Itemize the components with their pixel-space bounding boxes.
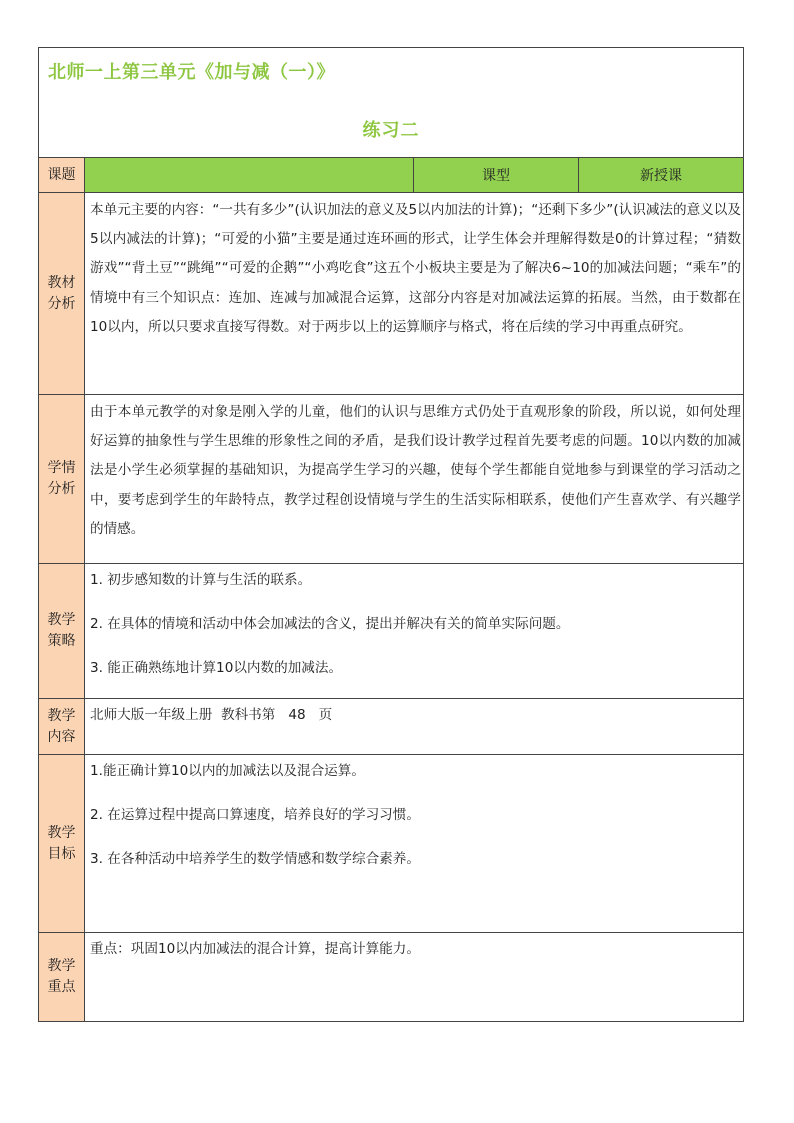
list-item: 1.能正确计算10以内的加减法以及混合运算。 (90, 763, 365, 779)
teaching-strategy-label (39, 564, 85, 699)
key-points-label (39, 933, 85, 1022)
label-line: 重点 (47, 979, 76, 995)
topic-label: 课题 (39, 158, 85, 193)
key-points-row (39, 933, 744, 1022)
textbook-analysis-row (39, 193, 744, 395)
teaching-strategy-list (85, 564, 744, 699)
label-line: 分析 (47, 481, 76, 497)
teaching-content-label (39, 699, 85, 755)
lesson-type-value: 新授课 (579, 158, 744, 193)
topic-row (39, 158, 744, 193)
title-row (39, 48, 744, 158)
textbook-analysis-content: 本单元主要的内容：“一共有多少”(认识加法的意义及5以内加法的计算)；“还剩下多少”(认识减法的意义以及5以内减法的计算)；“可爱的小猫”主要是通过连环画的形式，让学生体会并理解得数是0的计算过程；“猜数游戏”“背土豆”“跳绳”“可爱的企鹅”“小鸡吃食”这五个小板块主要是为了解决6~10的加减法问题；“乘车”的情境中有三个知识点：连加、连减与加减混合运算，这部分内容是对加减法运算的拓展。当然，由于数都在10以内，所以只要求直接写得数。对于两步以上的运算顺序与格式，将在后续的学习中再重点研究。 (85, 193, 744, 395)
label-line: 分析 (47, 295, 76, 312)
teaching-goals-row (39, 755, 744, 933)
label-line: 目标 (47, 845, 76, 862)
lesson-plan-table (38, 47, 744, 1022)
label-line: 内容 (47, 728, 76, 745)
list-item: 2. 在具体的情境和活动中体会加减法的含义，提出并解决有关的简单实际问题。 (90, 616, 570, 632)
label-line: 教学 (47, 824, 76, 841)
textbook-analysis-label (39, 193, 85, 395)
key-points-text: 重点：巩固10以内加减法的混合计算，提高计算能力。 (90, 941, 420, 957)
student-analysis-row (39, 395, 744, 564)
list-item: 3. 能正确熟练地计算10以内数的加减法。 (90, 660, 343, 676)
label-line: 教学 (47, 612, 76, 628)
teaching-goals-list (85, 755, 744, 933)
teaching-content-text: 北师大版一年级上册 教科书第 48 页 (90, 707, 333, 723)
teaching-content-row (39, 699, 744, 755)
list-item: 2. 在运算过程中提高口算速度，培养良好的学习习惯。 (90, 807, 420, 823)
topic-value (85, 158, 414, 193)
label-line: 策略 (47, 633, 76, 649)
student-analysis-content: 由于本单元教学的对象是刚入学的儿童，他们的认识与思维方式仍处于直观形象的阶段，所以说，如何处理好运算的抽象性与学生思维的形象性之间的矛盾，是我们设计教学过程首先要考虑的问题。10以内数的加减法是小学生必须掌握的基础知识，为提高学生学习的兴趣，使每个学生都能自觉地参与到课堂的学习活动之中，要考虑到学生的年龄特点，教学过程创设情境与学生的生活实际相联系，使他们产生喜欢学、有兴趣学的情感。 (85, 395, 744, 564)
label-line: 教学 (47, 958, 76, 974)
key-points-cell (85, 933, 744, 1022)
teaching-content-cell (85, 699, 744, 755)
label-line: 教材 (47, 274, 76, 291)
title-cell (39, 48, 744, 158)
lesson-type-label: 课型 (414, 158, 579, 193)
document-title: 北师一上第三单元《加与减（一）》 (48, 62, 335, 83)
list-item: 1. 初步感知数的计算与生活的联系。 (90, 572, 312, 588)
student-analysis-label (39, 395, 85, 564)
teaching-strategy-row (39, 564, 744, 699)
label-line: 教学 (47, 707, 76, 724)
teaching-goals-label (39, 755, 85, 933)
document-subtitle: 练习二 (362, 120, 420, 141)
list-item: 3. 在各种活动中培养学生的数学情感和数学综合素养。 (90, 851, 420, 867)
label-line: 学情 (47, 460, 76, 476)
lesson-plan-document (38, 47, 743, 1022)
